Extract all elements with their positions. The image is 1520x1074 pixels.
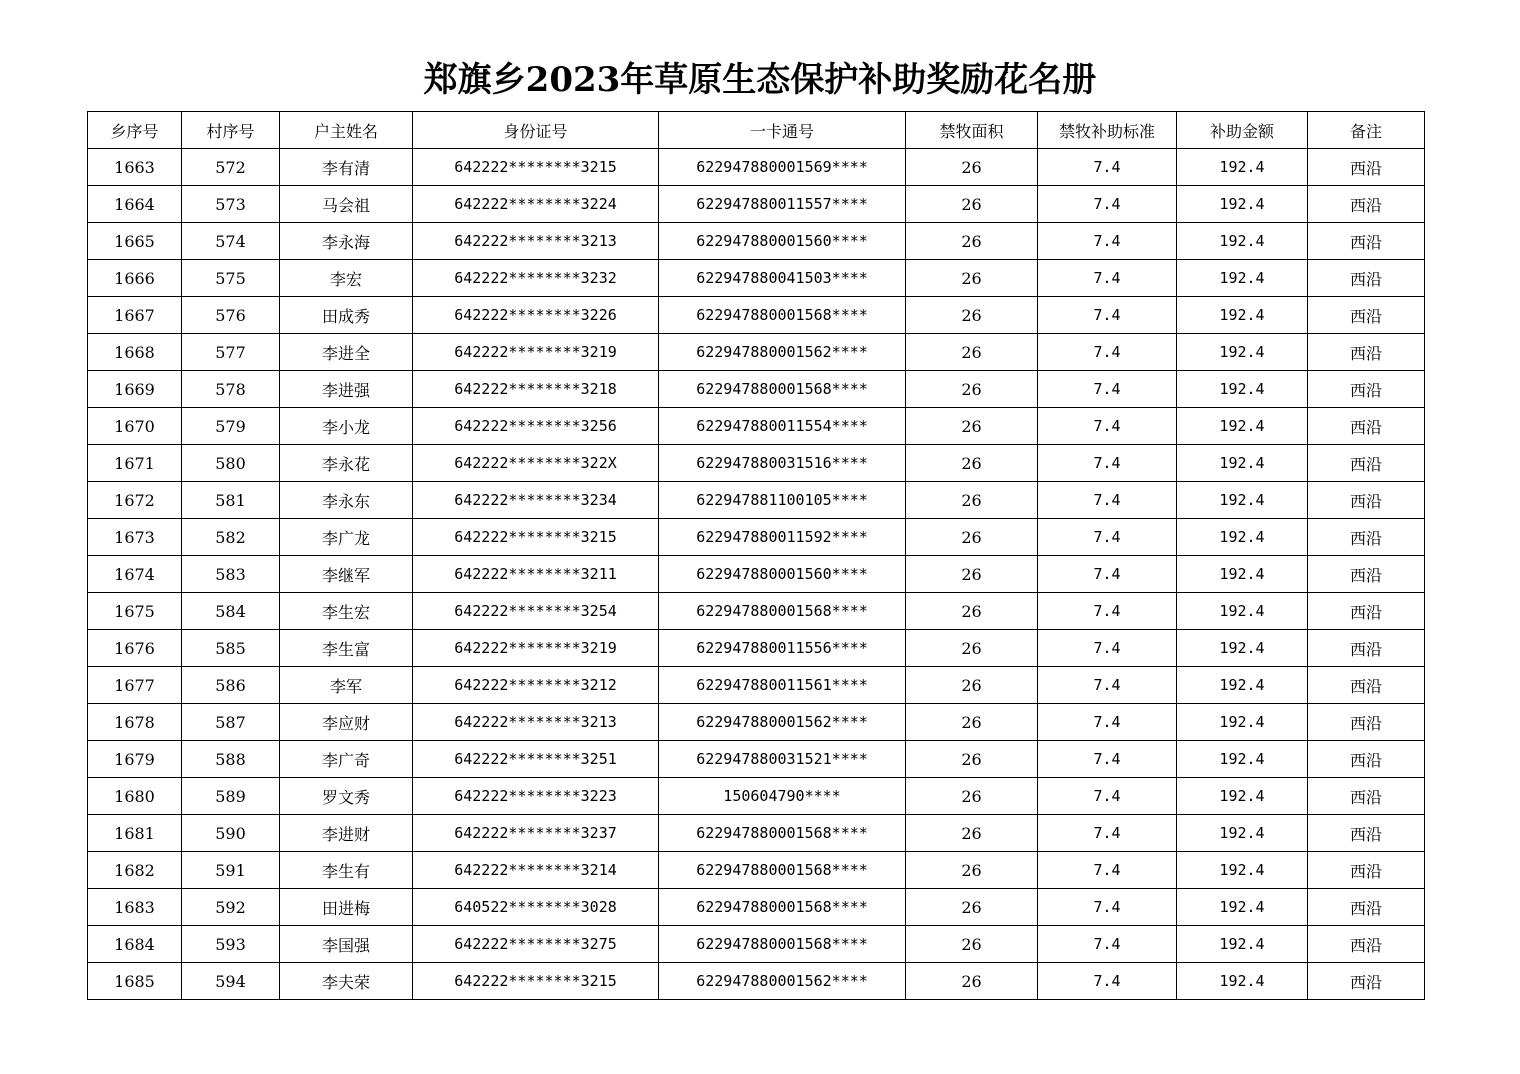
village-no-cell: 584	[182, 593, 280, 630]
village-no-cell: 580	[182, 445, 280, 482]
table-row	[88, 741, 1425, 778]
table-row	[88, 630, 1425, 667]
grazing-ban-area-cell: 26	[906, 926, 1038, 963]
village-no-cell: 578	[182, 371, 280, 408]
table-row	[88, 667, 1425, 704]
subsidy-standard-cell: 7.4	[1038, 408, 1177, 445]
subsidy-amount-cell: 192.4	[1177, 482, 1308, 519]
subsidy-amount-cell: 192.4	[1177, 926, 1308, 963]
card-number-cell: 622947880031521****	[659, 741, 906, 778]
remarks-cell: 西沿	[1308, 186, 1425, 223]
township-no-cell: 1672	[88, 482, 182, 519]
column-header-card-number: 一卡通号	[659, 112, 906, 149]
householder-name-cell: 田成秀	[280, 297, 413, 334]
id-number-cell: 642222********3215	[413, 963, 659, 1000]
householder-name-cell: 李生有	[280, 852, 413, 889]
subsidy-standard-cell: 7.4	[1038, 371, 1177, 408]
village-no-cell: 576	[182, 297, 280, 334]
card-number-cell: 622947880001568****	[659, 926, 906, 963]
card-number-cell: 622947880001562****	[659, 963, 906, 1000]
card-number-cell: 622947880001562****	[659, 704, 906, 741]
remarks-cell: 西沿	[1308, 741, 1425, 778]
id-number-cell: 642222********3213	[413, 704, 659, 741]
grazing-ban-area-cell: 26	[906, 556, 1038, 593]
village-no-cell: 583	[182, 556, 280, 593]
remarks-cell: 西沿	[1308, 704, 1425, 741]
table-row	[88, 371, 1425, 408]
village-no-cell: 575	[182, 260, 280, 297]
subsidy-standard-cell: 7.4	[1038, 186, 1177, 223]
householder-name-cell: 李广龙	[280, 519, 413, 556]
householder-name-cell: 李夫荣	[280, 963, 413, 1000]
subsidy-standard-cell: 7.4	[1038, 963, 1177, 1000]
remarks-cell: 西沿	[1308, 889, 1425, 926]
subsidy-standard-cell: 7.4	[1038, 926, 1177, 963]
id-number-cell: 642222********3218	[413, 371, 659, 408]
village-no-cell: 591	[182, 852, 280, 889]
householder-name-cell: 李永东	[280, 482, 413, 519]
table-body	[88, 149, 1425, 1000]
remarks-cell: 西沿	[1308, 667, 1425, 704]
table-row	[88, 482, 1425, 519]
subsidy-amount-cell: 192.4	[1177, 334, 1308, 371]
township-no-cell: 1673	[88, 519, 182, 556]
remarks-cell: 西沿	[1308, 963, 1425, 1000]
id-number-cell: 642222********3215	[413, 519, 659, 556]
column-header-village-no: 村序号	[182, 112, 280, 149]
id-number-cell: 642222********3223	[413, 778, 659, 815]
table-row	[88, 408, 1425, 445]
township-no-cell: 1680	[88, 778, 182, 815]
village-no-cell: 588	[182, 741, 280, 778]
subsidy-standard-cell: 7.4	[1038, 593, 1177, 630]
householder-name-cell: 马会祖	[280, 186, 413, 223]
column-header-subsidy-standard: 禁牧补助标准	[1038, 112, 1177, 149]
householder-name-cell: 罗文秀	[280, 778, 413, 815]
householder-name-cell: 李国强	[280, 926, 413, 963]
village-no-cell: 589	[182, 778, 280, 815]
id-number-cell: 642222********3212	[413, 667, 659, 704]
column-header-remarks: 备注	[1308, 112, 1425, 149]
subsidy-amount-cell: 192.4	[1177, 593, 1308, 630]
subsidy-amount-cell: 192.4	[1177, 445, 1308, 482]
subsidy-amount-cell: 192.4	[1177, 519, 1308, 556]
householder-name-cell: 李进强	[280, 371, 413, 408]
grazing-ban-area-cell: 26	[906, 630, 1038, 667]
column-header-grazing-ban-area: 禁牧面积	[906, 112, 1038, 149]
subsidy-standard-cell: 7.4	[1038, 223, 1177, 260]
grazing-ban-area-cell: 26	[906, 593, 1038, 630]
table-row	[88, 519, 1425, 556]
card-number-cell: 622947880001568****	[659, 371, 906, 408]
subsidy-standard-cell: 7.4	[1038, 741, 1177, 778]
township-no-cell: 1677	[88, 667, 182, 704]
subsidy-standard-cell: 7.4	[1038, 630, 1177, 667]
grazing-ban-area-cell: 26	[906, 445, 1038, 482]
remarks-cell: 西沿	[1308, 371, 1425, 408]
township-no-cell: 1676	[88, 630, 182, 667]
village-no-cell: 593	[182, 926, 280, 963]
card-number-cell: 622947880001568****	[659, 852, 906, 889]
id-number-cell: 642222********3214	[413, 852, 659, 889]
subsidy-standard-cell: 7.4	[1038, 778, 1177, 815]
id-number-cell: 642222********3234	[413, 482, 659, 519]
grazing-ban-area-cell: 26	[906, 408, 1038, 445]
township-no-cell: 1670	[88, 408, 182, 445]
table-row	[88, 926, 1425, 963]
township-no-cell: 1675	[88, 593, 182, 630]
card-number-cell: 622947880001568****	[659, 815, 906, 852]
subsidy-standard-cell: 7.4	[1038, 667, 1177, 704]
remarks-cell: 西沿	[1308, 593, 1425, 630]
householder-name-cell: 李永海	[280, 223, 413, 260]
table-row	[88, 223, 1425, 260]
township-no-cell: 1679	[88, 741, 182, 778]
remarks-cell: 西沿	[1308, 260, 1425, 297]
remarks-cell: 西沿	[1308, 408, 1425, 445]
table-row	[88, 963, 1425, 1000]
remarks-cell: 西沿	[1308, 223, 1425, 260]
id-number-cell: 642222********3251	[413, 741, 659, 778]
subsidy-standard-cell: 7.4	[1038, 445, 1177, 482]
subsidy-amount-cell: 192.4	[1177, 889, 1308, 926]
remarks-cell: 西沿	[1308, 852, 1425, 889]
card-number-cell: 622947880011561****	[659, 667, 906, 704]
card-number-cell: 622947880001569****	[659, 149, 906, 186]
subsidy-amount-cell: 192.4	[1177, 556, 1308, 593]
table-row	[88, 889, 1425, 926]
village-no-cell: 581	[182, 482, 280, 519]
grazing-ban-area-cell: 26	[906, 260, 1038, 297]
card-number-cell: 622947880041503****	[659, 260, 906, 297]
column-header-township-no: 乡序号	[88, 112, 182, 149]
township-no-cell: 1681	[88, 815, 182, 852]
subsidy-standard-cell: 7.4	[1038, 556, 1177, 593]
id-number-cell: 642222********3256	[413, 408, 659, 445]
subsidy-amount-cell: 192.4	[1177, 852, 1308, 889]
householder-name-cell: 李生宏	[280, 593, 413, 630]
card-number-cell: 622947880011557****	[659, 186, 906, 223]
remarks-cell: 西沿	[1308, 445, 1425, 482]
grazing-ban-area-cell: 26	[906, 963, 1038, 1000]
table-row	[88, 593, 1425, 630]
subsidy-standard-cell: 7.4	[1038, 815, 1177, 852]
column-header-id-number: 身份证号	[413, 112, 659, 149]
village-no-cell: 573	[182, 186, 280, 223]
township-no-cell: 1678	[88, 704, 182, 741]
grazing-ban-area-cell: 26	[906, 297, 1038, 334]
remarks-cell: 西沿	[1308, 334, 1425, 371]
remarks-cell: 西沿	[1308, 556, 1425, 593]
table-row	[88, 260, 1425, 297]
village-no-cell: 582	[182, 519, 280, 556]
remarks-cell: 西沿	[1308, 482, 1425, 519]
township-no-cell: 1668	[88, 334, 182, 371]
grazing-ban-area-cell: 26	[906, 482, 1038, 519]
grazing-ban-area-cell: 26	[906, 186, 1038, 223]
table-row	[88, 778, 1425, 815]
township-no-cell: 1669	[88, 371, 182, 408]
subsidy-standard-cell: 7.4	[1038, 889, 1177, 926]
subsidy-standard-cell: 7.4	[1038, 297, 1177, 334]
remarks-cell: 西沿	[1308, 926, 1425, 963]
remarks-cell: 西沿	[1308, 297, 1425, 334]
township-no-cell: 1684	[88, 926, 182, 963]
subsidy-standard-cell: 7.4	[1038, 704, 1177, 741]
grazing-ban-area-cell: 26	[906, 704, 1038, 741]
subsidy-amount-cell: 192.4	[1177, 260, 1308, 297]
table-row	[88, 815, 1425, 852]
township-no-cell: 1671	[88, 445, 182, 482]
table-row	[88, 186, 1425, 223]
card-number-cell: 622947881100105****	[659, 482, 906, 519]
householder-name-cell: 李宏	[280, 260, 413, 297]
id-number-cell: 642222********3215	[413, 149, 659, 186]
card-number-cell: 622947880001568****	[659, 889, 906, 926]
id-number-cell: 642222********3226	[413, 297, 659, 334]
id-number-cell: 642222********3224	[413, 186, 659, 223]
id-number-cell: 642222********3219	[413, 334, 659, 371]
card-number-cell: 150604790****	[659, 778, 906, 815]
subsidy-amount-cell: 192.4	[1177, 741, 1308, 778]
page-title: 郑旗乡2023年草原生态保护补助奖励花名册	[423, 60, 1097, 100]
card-number-cell: 622947880001560****	[659, 556, 906, 593]
card-number-cell: 622947880001568****	[659, 297, 906, 334]
grazing-ban-area-cell: 26	[906, 741, 1038, 778]
subsidy-standard-cell: 7.4	[1038, 149, 1177, 186]
id-number-cell: 642222********3219	[413, 630, 659, 667]
card-number-cell: 622947880001568****	[659, 593, 906, 630]
village-no-cell: 577	[182, 334, 280, 371]
village-no-cell: 590	[182, 815, 280, 852]
id-number-cell: 642222********3211	[413, 556, 659, 593]
subsidy-standard-cell: 7.4	[1038, 852, 1177, 889]
householder-name-cell: 李进财	[280, 815, 413, 852]
householder-name-cell: 李小龙	[280, 408, 413, 445]
householder-name-cell: 田进梅	[280, 889, 413, 926]
grazing-ban-area-cell: 26	[906, 889, 1038, 926]
subsidy-amount-cell: 192.4	[1177, 371, 1308, 408]
householder-name-cell: 李继军	[280, 556, 413, 593]
table-row	[88, 852, 1425, 889]
township-no-cell: 1665	[88, 223, 182, 260]
grazing-ban-area-cell: 26	[906, 778, 1038, 815]
grazing-ban-area-cell: 26	[906, 371, 1038, 408]
subsidy-amount-cell: 192.4	[1177, 778, 1308, 815]
village-no-cell: 592	[182, 889, 280, 926]
remarks-cell: 西沿	[1308, 778, 1425, 815]
subsidy-standard-cell: 7.4	[1038, 334, 1177, 371]
column-header-subsidy-amount: 补助金额	[1177, 112, 1308, 149]
id-number-cell: 642222********3275	[413, 926, 659, 963]
village-no-cell: 585	[182, 630, 280, 667]
id-number-cell: 642222********3213	[413, 223, 659, 260]
village-no-cell: 594	[182, 963, 280, 1000]
subsidy-amount-cell: 192.4	[1177, 963, 1308, 1000]
card-number-cell: 622947880001560****	[659, 223, 906, 260]
card-number-cell: 622947880031516****	[659, 445, 906, 482]
id-number-cell: 642222********322X	[413, 445, 659, 482]
id-number-cell: 642222********3237	[413, 815, 659, 852]
remarks-cell: 西沿	[1308, 149, 1425, 186]
village-no-cell: 587	[182, 704, 280, 741]
table-row	[88, 149, 1425, 186]
table-header-row	[88, 112, 1425, 149]
card-number-cell: 622947880011592****	[659, 519, 906, 556]
id-number-cell: 642222********3232	[413, 260, 659, 297]
subsidy-amount-cell: 192.4	[1177, 630, 1308, 667]
table-row	[88, 445, 1425, 482]
householder-name-cell: 李有清	[280, 149, 413, 186]
village-no-cell: 579	[182, 408, 280, 445]
subsidy-amount-cell: 192.4	[1177, 408, 1308, 445]
subsidy-standard-cell: 7.4	[1038, 482, 1177, 519]
township-no-cell: 1664	[88, 186, 182, 223]
township-no-cell: 1667	[88, 297, 182, 334]
grazing-ban-area-cell: 26	[906, 223, 1038, 260]
subsidy-standard-cell: 7.4	[1038, 519, 1177, 556]
grazing-ban-area-cell: 26	[906, 149, 1038, 186]
township-no-cell: 1685	[88, 963, 182, 1000]
id-number-cell: 640522********3028	[413, 889, 659, 926]
householder-name-cell: 李广奇	[280, 741, 413, 778]
subsidy-roster-table	[87, 111, 1425, 1000]
card-number-cell: 622947880011554****	[659, 408, 906, 445]
subsidy-amount-cell: 192.4	[1177, 186, 1308, 223]
remarks-cell: 西沿	[1308, 519, 1425, 556]
township-no-cell: 1663	[88, 149, 182, 186]
table-row	[88, 334, 1425, 371]
remarks-cell: 西沿	[1308, 630, 1425, 667]
subsidy-standard-cell: 7.4	[1038, 260, 1177, 297]
householder-name-cell: 李军	[280, 667, 413, 704]
subsidy-amount-cell: 192.4	[1177, 815, 1308, 852]
subsidy-amount-cell: 192.4	[1177, 704, 1308, 741]
township-no-cell: 1683	[88, 889, 182, 926]
householder-name-cell: 李永花	[280, 445, 413, 482]
householder-name-cell: 李进全	[280, 334, 413, 371]
id-number-cell: 642222********3254	[413, 593, 659, 630]
column-header-householder-name: 户主姓名	[280, 112, 413, 149]
grazing-ban-area-cell: 26	[906, 852, 1038, 889]
grazing-ban-area-cell: 26	[906, 519, 1038, 556]
card-number-cell: 622947880011556****	[659, 630, 906, 667]
township-no-cell: 1674	[88, 556, 182, 593]
grazing-ban-area-cell: 26	[906, 667, 1038, 704]
subsidy-amount-cell: 192.4	[1177, 149, 1308, 186]
table-row	[88, 556, 1425, 593]
card-number-cell: 622947880001562****	[659, 334, 906, 371]
subsidy-amount-cell: 192.4	[1177, 667, 1308, 704]
subsidy-amount-cell: 192.4	[1177, 297, 1308, 334]
township-no-cell: 1666	[88, 260, 182, 297]
grazing-ban-area-cell: 26	[906, 815, 1038, 852]
grazing-ban-area-cell: 26	[906, 334, 1038, 371]
township-no-cell: 1682	[88, 852, 182, 889]
subsidy-amount-cell: 192.4	[1177, 223, 1308, 260]
village-no-cell: 586	[182, 667, 280, 704]
table-row	[88, 704, 1425, 741]
table-row	[88, 297, 1425, 334]
village-no-cell: 574	[182, 223, 280, 260]
village-no-cell: 572	[182, 149, 280, 186]
householder-name-cell: 李生富	[280, 630, 413, 667]
householder-name-cell: 李应财	[280, 704, 413, 741]
remarks-cell: 西沿	[1308, 815, 1425, 852]
